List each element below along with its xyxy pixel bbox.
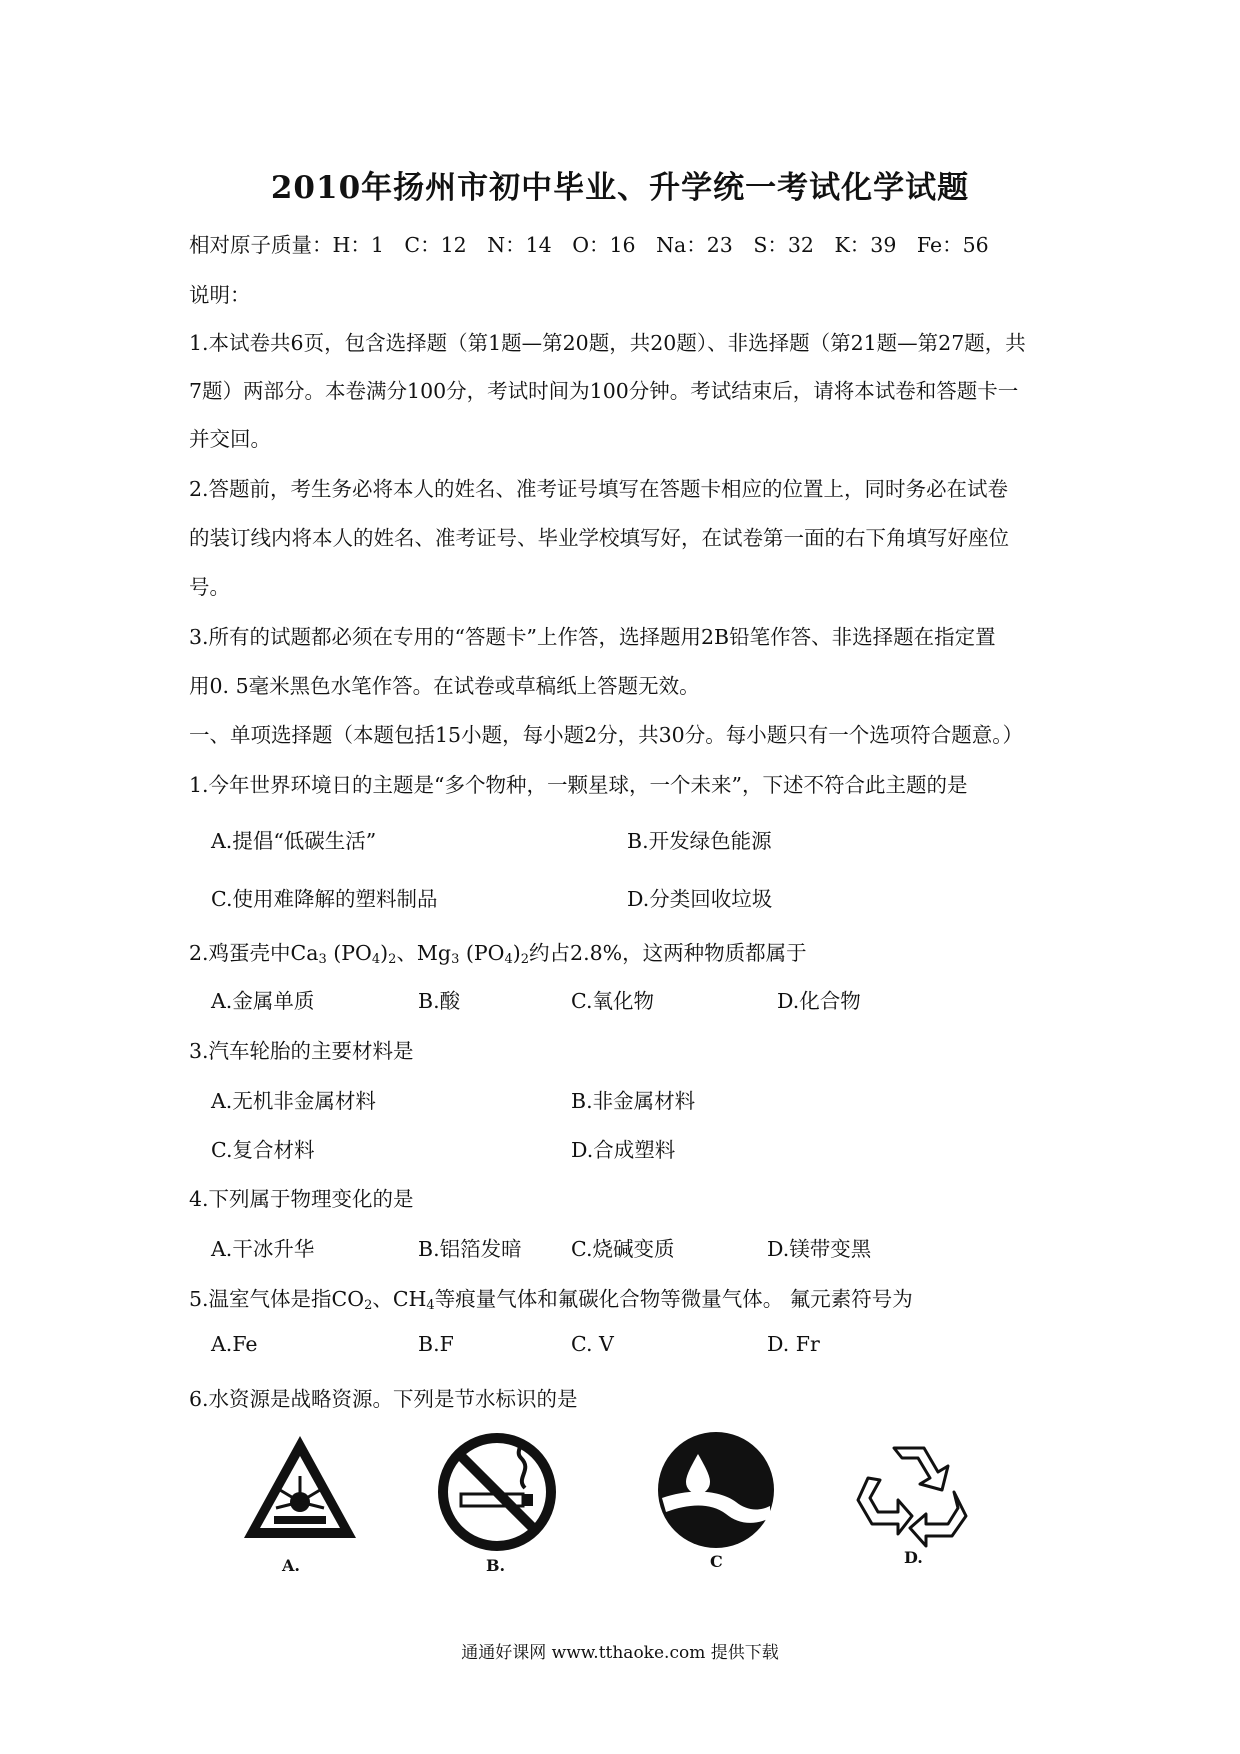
water-saving-icon [654,1428,778,1552]
question-5-option-b: B.F [418,1332,454,1356]
question-2-option-c: C.氧化物 [571,989,654,1013]
sign-c-label: C [710,1552,723,1571]
question-3-option-c: C.复合材料 [211,1138,315,1162]
sign-d-label: D. [904,1548,923,1567]
question-1-stem: 1.今年世界环境日的主题是“多个物种，一颗星球，一个未来”，下述不符合此主题的是 [189,773,968,797]
recycling-icon [854,1438,970,1548]
exam-title: 2010年扬州市初中毕业、升学统一考试化学试题 [270,170,970,206]
question-2-option-d: D.化合物 [777,989,861,1013]
question-3-stem: 3.汽车轮胎的主要材料是 [189,1039,414,1063]
question-4-option-c: C.烧碱变质 [571,1237,675,1261]
question-1-option-d: D.分类回收垃圾 [627,887,773,911]
question-4-option-d: D.镁带变黑 [767,1237,872,1261]
question-2-option-b: B.酸 [418,989,461,1013]
explosive-warning-icon [240,1432,360,1544]
question-1-option-c: C.使用难降解的塑料制品 [211,887,438,911]
question-4-stem: 4.下列属于物理变化的是 [189,1187,414,1211]
question-4-option-a: A.干冰升华 [211,1237,315,1261]
question-3-option-d: D.合成塑料 [571,1138,676,1162]
question-5-option-c: C. V [571,1332,614,1356]
question-6-stem: 6.水资源是战略资源。下列是节水标识的是 [189,1387,578,1411]
note-3-line-1: 3.所有的试题都必须在专用的“答题卡”上作答，选择题用2B铅笔作答、非选择题在指定置 [189,625,996,649]
note-1-line-1: 1.本试卷共6页，包含选择题（第1题—第20题，共20题）、非选择题（第21题—第27题，共 [189,331,1026,355]
note-3-line-2: 用0. 5毫米黑色水笔作答。在试卷或草稿纸上答题无效。 [189,674,700,698]
section-1-heading: 一、单项选择题（本题包括15小题，每小题2分，共30分。每小题只有一个选项符合题意。） [189,723,1023,747]
question-3-option-a: A.无机非金属材料 [211,1089,376,1113]
question-2-stem: 2.鸡蛋壳中$Ca_3$ $(PO_4)_2$、$Mg_3$ $(PO_4)_2$约占2.8%，这两种物质都属于 [189,941,807,967]
question-5-option-d: D. Fr [767,1332,820,1356]
question-5-option-a: A.Fe [211,1332,258,1356]
note-2-line-3: 号。 [189,575,230,599]
note-1-line-3: 并交回。 [189,427,271,451]
notes-heading: 说明： [189,283,251,307]
sign-a-label: A. [282,1556,300,1575]
note-2-line-1: 2.答题前，考生务必将本人的姓名、准考证号填写在答题卡相应的位置上，同时务必在试卷 [189,477,1009,501]
note-1-line-2: 7题）两部分。本卷满分100分，考试时间为100分钟。考试结束后，请将本试卷和答题卡一 [189,379,1019,403]
question-2-option-a: A.金属单质 [211,989,315,1013]
sign-b-label: B. [486,1556,506,1575]
no-smoking-icon [437,1432,557,1552]
question-1-option-b: B.开发绿色能源 [627,829,772,853]
question-1-option-a: A.提倡“低碳生活” [211,829,377,853]
question-3-option-b: B.非金属材料 [571,1089,696,1113]
note-2-line-2: 的装订线内将本人的姓名、准考证号、毕业学校填写好，在试卷第一面的右下角填写好座位 [189,526,1009,550]
question-5-stem: 5.温室气体是指$CO_2$、$CH_4$等痕量气体和氟碳化合物等微量气体。 氟元素符号为 [189,1287,913,1313]
question-4-option-b: B.铝箔发暗 [418,1237,522,1261]
footer-source: 通通好课网 www.tthaoke.com 提供下载 [461,1643,779,1663]
atomic-masses: 相对原子质量：H：1 C：12 N：14 O：16 Na：23 S：32 K：39 Fe：56 [189,233,989,257]
